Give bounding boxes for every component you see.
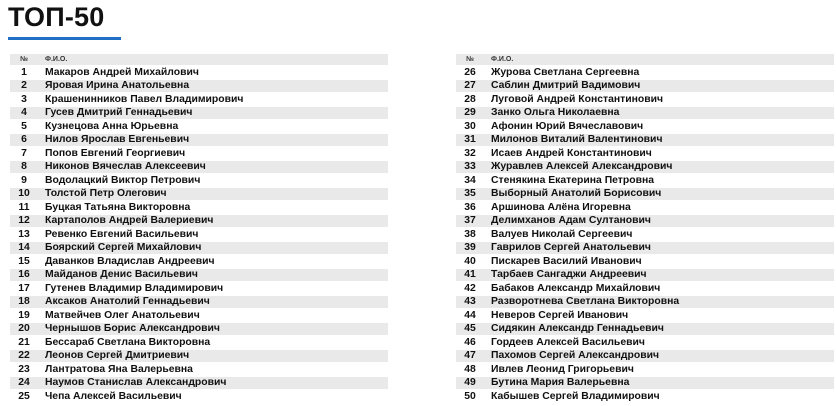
table-row — [456, 377, 834, 391]
table-row — [456, 269, 834, 283]
row-number: 15 — [18, 255, 30, 267]
table-row — [10, 363, 388, 377]
row-name: Луговой Андрей Константинович — [491, 93, 664, 105]
row-name: Журова Светлана Сергеевна — [491, 66, 640, 78]
row-number: 8 — [21, 161, 27, 173]
row-number: 35 — [464, 188, 476, 200]
column-header-number: № — [20, 56, 28, 63]
table-row — [456, 390, 834, 404]
table-row — [10, 174, 388, 188]
table-row — [10, 107, 388, 121]
row-name: Аксаков Анатолий Геннадьевич — [45, 296, 210, 308]
table-row — [10, 296, 388, 310]
row-name: Занко Ольга Николаевна — [491, 107, 620, 119]
row-number: 5 — [21, 120, 27, 132]
table-row — [10, 323, 388, 337]
row-number: 16 — [18, 269, 30, 281]
row-name: Ревенко Евгений Васильевич — [45, 228, 199, 240]
table-row — [10, 93, 388, 107]
row-name: Бутина Мария Валерьевна — [491, 377, 630, 389]
table-body — [10, 66, 388, 404]
row-number: 38 — [464, 228, 476, 240]
row-name: Исаев Андрей Константинович — [491, 147, 652, 159]
table-row — [10, 269, 388, 283]
row-number: 25 — [18, 390, 30, 402]
row-number: 14 — [18, 242, 30, 254]
row-name: Майданов Денис Васильевич — [45, 269, 198, 281]
row-name: Бессараб Светлана Викторовна — [45, 336, 211, 348]
row-number: 36 — [464, 201, 476, 213]
row-number: 44 — [464, 309, 476, 321]
table-row — [10, 161, 388, 175]
row-name: Кузнецова Анна Юрьевна — [45, 120, 179, 132]
table-row — [456, 66, 834, 80]
row-number: 22 — [18, 350, 30, 362]
row-number: 21 — [18, 336, 30, 348]
table-row — [456, 161, 834, 175]
row-name: Аршинова Алёна Игоревна — [491, 201, 631, 213]
row-number: 11 — [18, 201, 30, 213]
row-name: Сидякин Александр Геннадьевич — [491, 323, 664, 335]
row-number: 4 — [21, 107, 27, 119]
row-name: Гаврилов Сергей Анатольевич — [491, 242, 651, 254]
row-number: 39 — [464, 242, 476, 254]
row-number: 9 — [21, 174, 27, 186]
table-row — [10, 350, 388, 364]
row-number: 17 — [18, 282, 30, 294]
row-number: 46 — [464, 336, 476, 348]
row-name: Яровая Ирина Анатольевна — [45, 80, 190, 92]
row-number: 27 — [464, 80, 476, 92]
table-row — [456, 228, 834, 242]
row-number: 37 — [464, 215, 476, 227]
row-number: 2 — [21, 80, 27, 92]
table-row — [10, 309, 388, 323]
row-name: Наумов Станислав Александрович — [45, 377, 227, 389]
row-number: 47 — [464, 350, 476, 362]
table-row — [456, 147, 834, 161]
table-body — [456, 66, 834, 404]
row-number: 26 — [464, 66, 476, 78]
table-row — [10, 336, 388, 350]
rating-table-right — [456, 54, 834, 404]
row-name: Матвейчев Олег Анатольевич — [45, 309, 200, 321]
title-underline — [8, 37, 121, 40]
table-row — [456, 336, 834, 350]
row-name: Валуев Николай Сергеевич — [491, 228, 633, 240]
row-name: Гусев Дмитрий Геннадьевич — [45, 107, 193, 119]
rating-table-left — [10, 54, 388, 404]
row-name: Гутенев Владимир Владимирович — [45, 282, 224, 294]
table-row — [10, 147, 388, 161]
row-name: Пахомов Сергей Александрович — [491, 350, 660, 362]
table-row — [10, 120, 388, 134]
row-name: Выборный Анатолий Борисович — [491, 188, 662, 200]
row-number: 23 — [18, 363, 30, 375]
table-row — [456, 188, 834, 202]
row-number: 6 — [21, 134, 27, 146]
table-header — [10, 54, 388, 66]
row-number: 19 — [18, 309, 30, 321]
table-row — [456, 134, 834, 148]
row-number: 43 — [464, 296, 476, 308]
table-row — [10, 188, 388, 202]
table-row — [10, 255, 388, 269]
row-name: Боярский Сергей Михайлович — [45, 242, 202, 254]
row-name: Журавлев Алексей Александрович — [491, 161, 673, 173]
row-name: Саблин Дмитрий Вадимович — [491, 80, 641, 92]
row-number: 50 — [464, 390, 476, 402]
row-number: 7 — [21, 147, 27, 159]
row-name: Афонин Юрий Вячеславович — [491, 120, 644, 132]
page-title: ТОП-50 — [8, 2, 105, 32]
row-number: 12 — [18, 215, 30, 227]
row-number: 33 — [464, 161, 476, 173]
row-name: Бабаков Александр Михайлович — [491, 282, 661, 294]
row-number: 40 — [464, 255, 476, 267]
row-name: Никонов Вячеслав Алексеевич — [45, 161, 206, 173]
table-row — [456, 80, 834, 94]
row-name: Чернышов Борис Александрович — [45, 323, 220, 335]
row-name: Пискарев Василий Иванович — [491, 255, 642, 267]
column-header-number: № — [466, 56, 474, 63]
table-row — [456, 282, 834, 296]
table-row — [10, 377, 388, 391]
row-number: 18 — [18, 296, 30, 308]
table-row — [456, 363, 834, 377]
row-name: Делимханов Адам Султанович — [491, 215, 651, 227]
table-row — [10, 201, 388, 215]
row-name: Стенякина Екатерина Петровна — [491, 174, 655, 186]
row-name: Гордеев Алексей Васильевич — [491, 336, 645, 348]
row-number: 10 — [18, 188, 30, 200]
row-number: 32 — [464, 147, 476, 159]
table-row — [456, 296, 834, 310]
table-row — [10, 228, 388, 242]
table-row — [10, 215, 388, 229]
row-number: 30 — [464, 120, 476, 132]
row-number: 45 — [464, 323, 476, 335]
row-number: 3 — [21, 93, 27, 105]
table-row — [456, 309, 834, 323]
row-number: 49 — [464, 377, 476, 389]
row-number: 41 — [464, 269, 476, 281]
table-row — [456, 107, 834, 121]
table-row — [10, 242, 388, 256]
row-name: Ивлев Леонид Григорьевич — [491, 363, 634, 375]
table-row — [10, 66, 388, 80]
table-row — [456, 323, 834, 337]
table-row — [456, 174, 834, 188]
row-name: Милонов Виталий Валентинович — [491, 134, 663, 146]
column-header-name: Ф.И.О. — [491, 56, 514, 63]
table-row — [456, 120, 834, 134]
table-row — [456, 242, 834, 256]
row-number: 29 — [464, 107, 476, 119]
table-row — [456, 215, 834, 229]
row-number: 48 — [464, 363, 476, 375]
row-name: Макаров Андрей Михайлович — [45, 66, 199, 78]
row-name: Попов Евгений Георгиевич — [45, 147, 186, 159]
row-name: Нилов Ярослав Евгеньевич — [45, 134, 190, 146]
row-number: 13 — [18, 228, 30, 240]
row-name: Картаполов Андрей Валериевич — [45, 215, 214, 227]
row-name: Чепа Алексей Васильевич — [45, 390, 182, 402]
table-row — [456, 201, 834, 215]
row-number: 24 — [18, 377, 30, 389]
row-name: Толстой Петр Олегович — [45, 188, 167, 200]
row-name: Леонов Сергей Дмитриевич — [45, 350, 190, 362]
row-name: Разворотнева Светлана Викторовна — [491, 296, 680, 308]
table-row — [456, 350, 834, 364]
row-number: 31 — [464, 134, 476, 146]
table-row — [10, 282, 388, 296]
row-name: Лантратова Яна Валерьевна — [45, 363, 193, 375]
table-row — [10, 80, 388, 94]
row-number: 20 — [18, 323, 30, 335]
table-row — [456, 93, 834, 107]
table-row — [10, 390, 388, 404]
row-name: Тарбаев Сангаджи Андреевич — [491, 269, 647, 281]
row-name: Кабышев Сергей Владимирович — [491, 390, 660, 402]
table-row — [10, 134, 388, 148]
table-row — [456, 255, 834, 269]
row-number: 34 — [464, 174, 476, 186]
row-number: 42 — [464, 282, 476, 294]
row-name: Крашенинников Павел Владимирович — [45, 93, 244, 105]
row-name: Буцкая Татьяна Викторовна — [45, 201, 191, 213]
row-name: Неверов Сергей Иванович — [491, 309, 629, 321]
row-number: 28 — [464, 93, 476, 105]
row-number: 1 — [21, 66, 27, 78]
row-name: Водолацкий Виктор Петрович — [45, 174, 201, 186]
row-name: Даванков Владислав Андреевич — [45, 255, 215, 267]
column-header-name: Ф.И.О. — [45, 56, 68, 63]
table-header — [456, 54, 834, 66]
